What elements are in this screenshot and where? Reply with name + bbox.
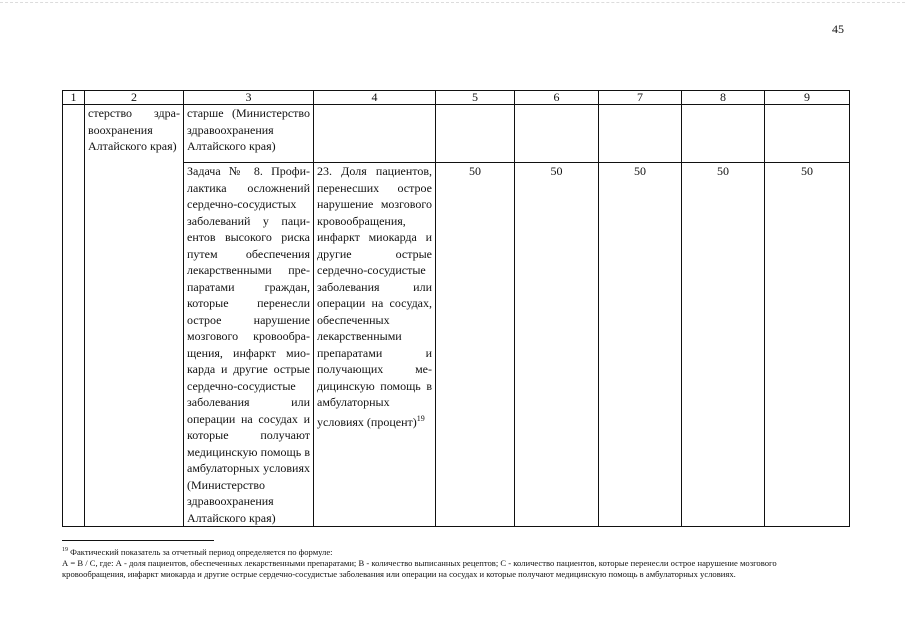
indicator-cell (314, 163, 436, 527)
header-cell: 8 (682, 91, 765, 105)
header-cell: 1 (63, 91, 85, 105)
footnote-text: Фактический показатель за отчетный период определяется по формуле: (68, 546, 333, 557)
value-cell: 50 (515, 163, 599, 527)
table-cell (515, 105, 599, 163)
header-cell: 4 (314, 91, 436, 105)
header-cell: 9 (765, 91, 850, 105)
task-description-cell: Задача № 8. Профилактика осложнений сердечно-сосудистых заболеваний у пациентов высокого риска путем обеспечения лекарственными препаратами граждан, которые перенесли острое нарушение мозгового кровообращения, инфаркт миокарда и другие острые сердечно-сосудистые заболевания или операции на сосудах и которые получают медицинскую помощь в амбулаторных условиях (Министерство здравоохранения Алтайского края) (184, 163, 314, 527)
data-table (62, 90, 850, 527)
indicator-text: 23. Доля пациентов, перенесших острое нарушение мозгового кровообращения, инфаркт миокарда и другие острые сердечно-сосудистые заболевания или операции на сосудах, обеспеченных лекарственными препаратами и получающих медицинскую помощь в амбулаторных условиях (процент) (317, 164, 432, 429)
table-header-row (63, 91, 850, 105)
header-cell: 3 (184, 91, 314, 105)
footnote (62, 545, 837, 580)
page-number: 45 (832, 22, 844, 36)
table-cell (436, 105, 515, 163)
header-cell: 5 (436, 91, 515, 105)
header-cell: 6 (515, 91, 599, 105)
footnote-ref: 19 (416, 413, 425, 423)
table-cell-col1 (63, 105, 85, 527)
footnote-formula: А = В / С, где: А - доля пациентов, обеспеченных лекарственными препаратами; В - количество выписанных рецептов; С - количество пациентов, которые перенесли острое нарушение мозгового кровообращения, инфаркт миокарда и другие острые сердечно-сосудистые заболевания или операции на сосудах и которые получают медицинскую помощь в амбулаторных условиях. (62, 557, 777, 579)
footnote-line-1 (62, 545, 837, 558)
scan-artifact (0, 2, 905, 4)
table-cell (599, 105, 682, 163)
value-cell: 50 (682, 163, 765, 527)
footnote-divider (62, 540, 214, 541)
value-cell: 50 (599, 163, 682, 527)
table-cell-col3: старше (Министерство здравоохранения Алтайского края) (184, 105, 314, 163)
value-cell: 50 (765, 163, 850, 527)
table-row (63, 105, 850, 163)
table-cell-col2: стерство здравоохранения Алтайского края) (85, 105, 184, 527)
table-cell (314, 105, 436, 163)
value-cell: 50 (436, 163, 515, 527)
footnote-marker: 19 (62, 547, 68, 553)
header-cell: 2 (85, 91, 184, 105)
table-cell (682, 105, 765, 163)
header-cell: 7 (599, 91, 682, 105)
table-cell (765, 105, 850, 163)
